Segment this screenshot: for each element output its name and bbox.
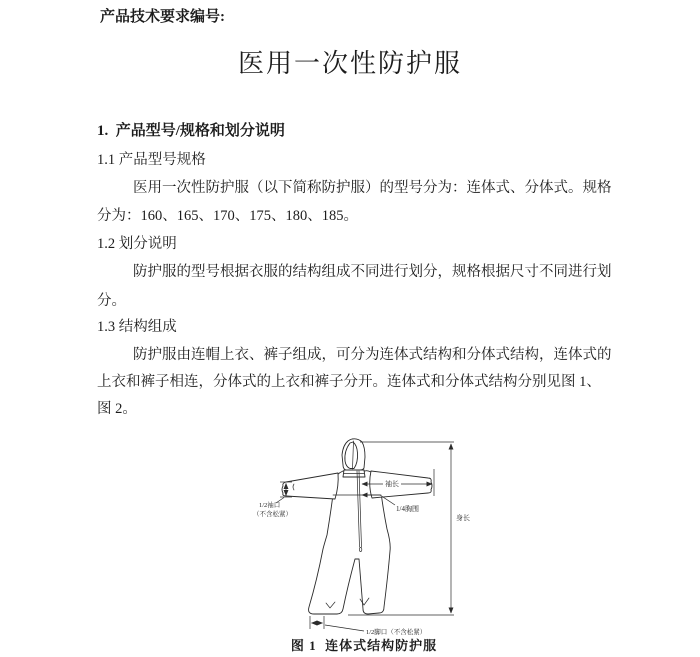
figure-1-caption: 图 1 连体式结构防护服 bbox=[290, 638, 438, 653]
sleeve-length-label: 袖长 bbox=[385, 480, 399, 488]
paragraph-1-3-line-2: 上衣和裤子相连，分体式的上衣和裤子分开。连体式和分体式结构分别见图 1、 bbox=[97, 374, 601, 390]
half-cuff-label-line2: （不含松紧） bbox=[253, 511, 292, 518]
paragraph-1-1-line-1: 医用一次性防护服（以下简称防护服）的型号分为：连体式、分体式。规格 bbox=[133, 180, 612, 196]
half-ankle-label: 1/2脚口（不含松紧） bbox=[366, 629, 427, 636]
doc-number-label: 产品技术要求编号: bbox=[100, 9, 225, 25]
body-length-label: 身长 bbox=[456, 514, 470, 522]
ankle-leader bbox=[325, 625, 364, 631]
section-1-2-heading: 1.2 划分说明 bbox=[97, 236, 177, 252]
paragraph-1-3-line-1: 防护服由连帽上衣、裤子组成，可分为连体式结构和分体式结构，连体式的 bbox=[133, 347, 612, 363]
section-1-3-heading: 1.3 结构组成 bbox=[97, 319, 177, 335]
section-1-heading: 1. 产品型号/规格和划分说明 bbox=[97, 123, 285, 139]
half-cuff-label-line1: 1/2袖口 bbox=[259, 502, 281, 509]
paragraph-1-1-line-2: 分为：160、165、170、175、180、185。 bbox=[97, 208, 358, 224]
paragraph-1-3-line-3: 图 2。 bbox=[97, 401, 137, 417]
coverall-left-sleeve bbox=[282, 473, 338, 499]
section-1-1-heading: 1.1 产品型号规格 bbox=[97, 152, 206, 168]
paragraph-1-2-line-1: 防护服的型号根据衣服的结构组成不同进行划分，规格根据尺寸不同进行划 bbox=[133, 264, 612, 280]
figure-1-coverall-diagram bbox=[238, 425, 478, 640]
paragraph-1-2-line-2: 分。 bbox=[97, 293, 126, 309]
quarter-chest-label: 1/4胸围 bbox=[396, 505, 419, 513]
page-title: 医用一次性防护服 bbox=[237, 49, 462, 78]
